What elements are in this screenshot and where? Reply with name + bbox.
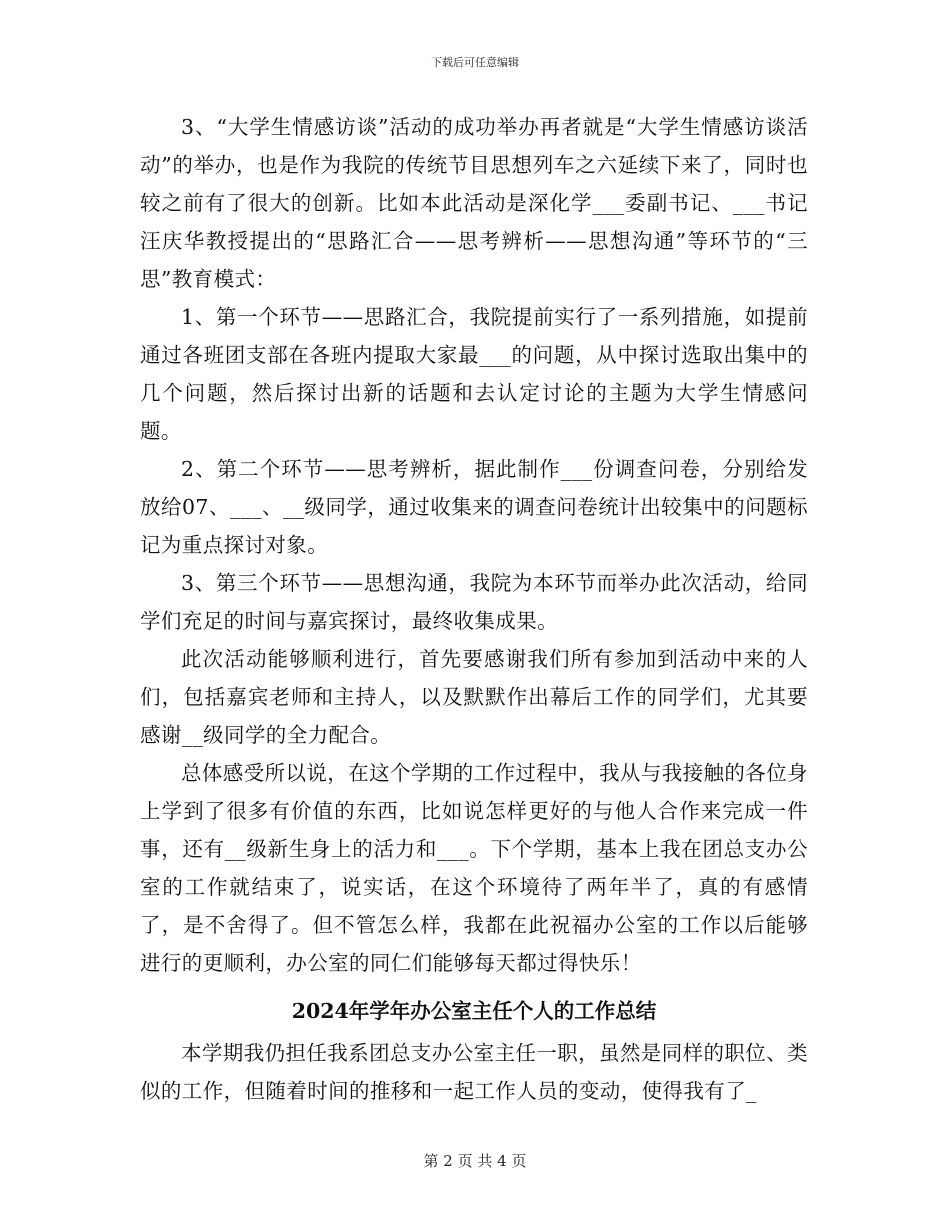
paragraph-section-intro: 本学期我仍担任我系团总支办公室主任一职，虽然是同样的职位、类似的工作，但随着时间的推移和一起工作人员的变动，使得我有了_ xyxy=(140,1041,808,1103)
paragraph-step-three: 3、第三个环节——思想沟通，我院为本环节而举办此次活动，给同学们充足的时间与嘉宾探讨，最终收集成果。 xyxy=(140,571,808,633)
page-header: 下载后可任意编辑 xyxy=(431,56,519,69)
document-body xyxy=(140,108,808,1110)
paragraph-overall: 总体感受所以说，在这个学期的工作过程中，我从与我接触的各位身上学到了很多有价值的东西，比如说怎样更好的与他人合作来完成一件事，还有__级新生身上的活力和___。下个学期，基本上我在团总支办公室的工作就结束了，说实话，在这个环境待了两年半了，真的有感情了，是不舍得了。但不管怎么样，我都在此祝福办公室的工作以后能够进行的更顺利，办公室的同仁们能够每天都过得快乐！ xyxy=(140,761,808,975)
page-footer: 第 2 页 共 4 页 xyxy=(423,1152,527,1170)
paragraph-step-one: 1、第一个环节——思路汇合，我院提前实行了一系列措施，如提前通过各班团支部在各班内提取大家最___的问题，从中探讨选取出集中的几个问题，然后探讨出新的话题和去认定讨论的主题为大学生情感问题。 xyxy=(140,305,808,443)
section-title: 2024年学年办公室主任个人的工作总结 xyxy=(291,999,657,1023)
paragraph-thanks: 此次活动能够顺利进行，首先要感谢我们所有参加到活动中来的人们，包括嘉宾老师和主持人，以及默默作出幕后工作的同学们，尤其要感谢__级同学的全力配合。 xyxy=(140,647,808,747)
paragraph-activity-intro: 3、“大学生情感访谈”活动的成功举办再者就是“大学生情感访谈活动”的举办，也是作为我院的传统节目思想列车之六延续下来了，同时也较之前有了很大的创新。比如本此活动是深化学___委副书记、___书记汪庆华教授提出的“思路汇合——思考辨析——思想沟通”等环节的“三思”教育模式： xyxy=(140,115,808,291)
paragraph-step-two: 2、第二个环节——思考辨析，据此制作___份调查问卷，分别给发放给07、___、__级同学，通过收集来的调查问卷统计出较集中的问题标记为重点探讨对象。 xyxy=(140,457,808,557)
